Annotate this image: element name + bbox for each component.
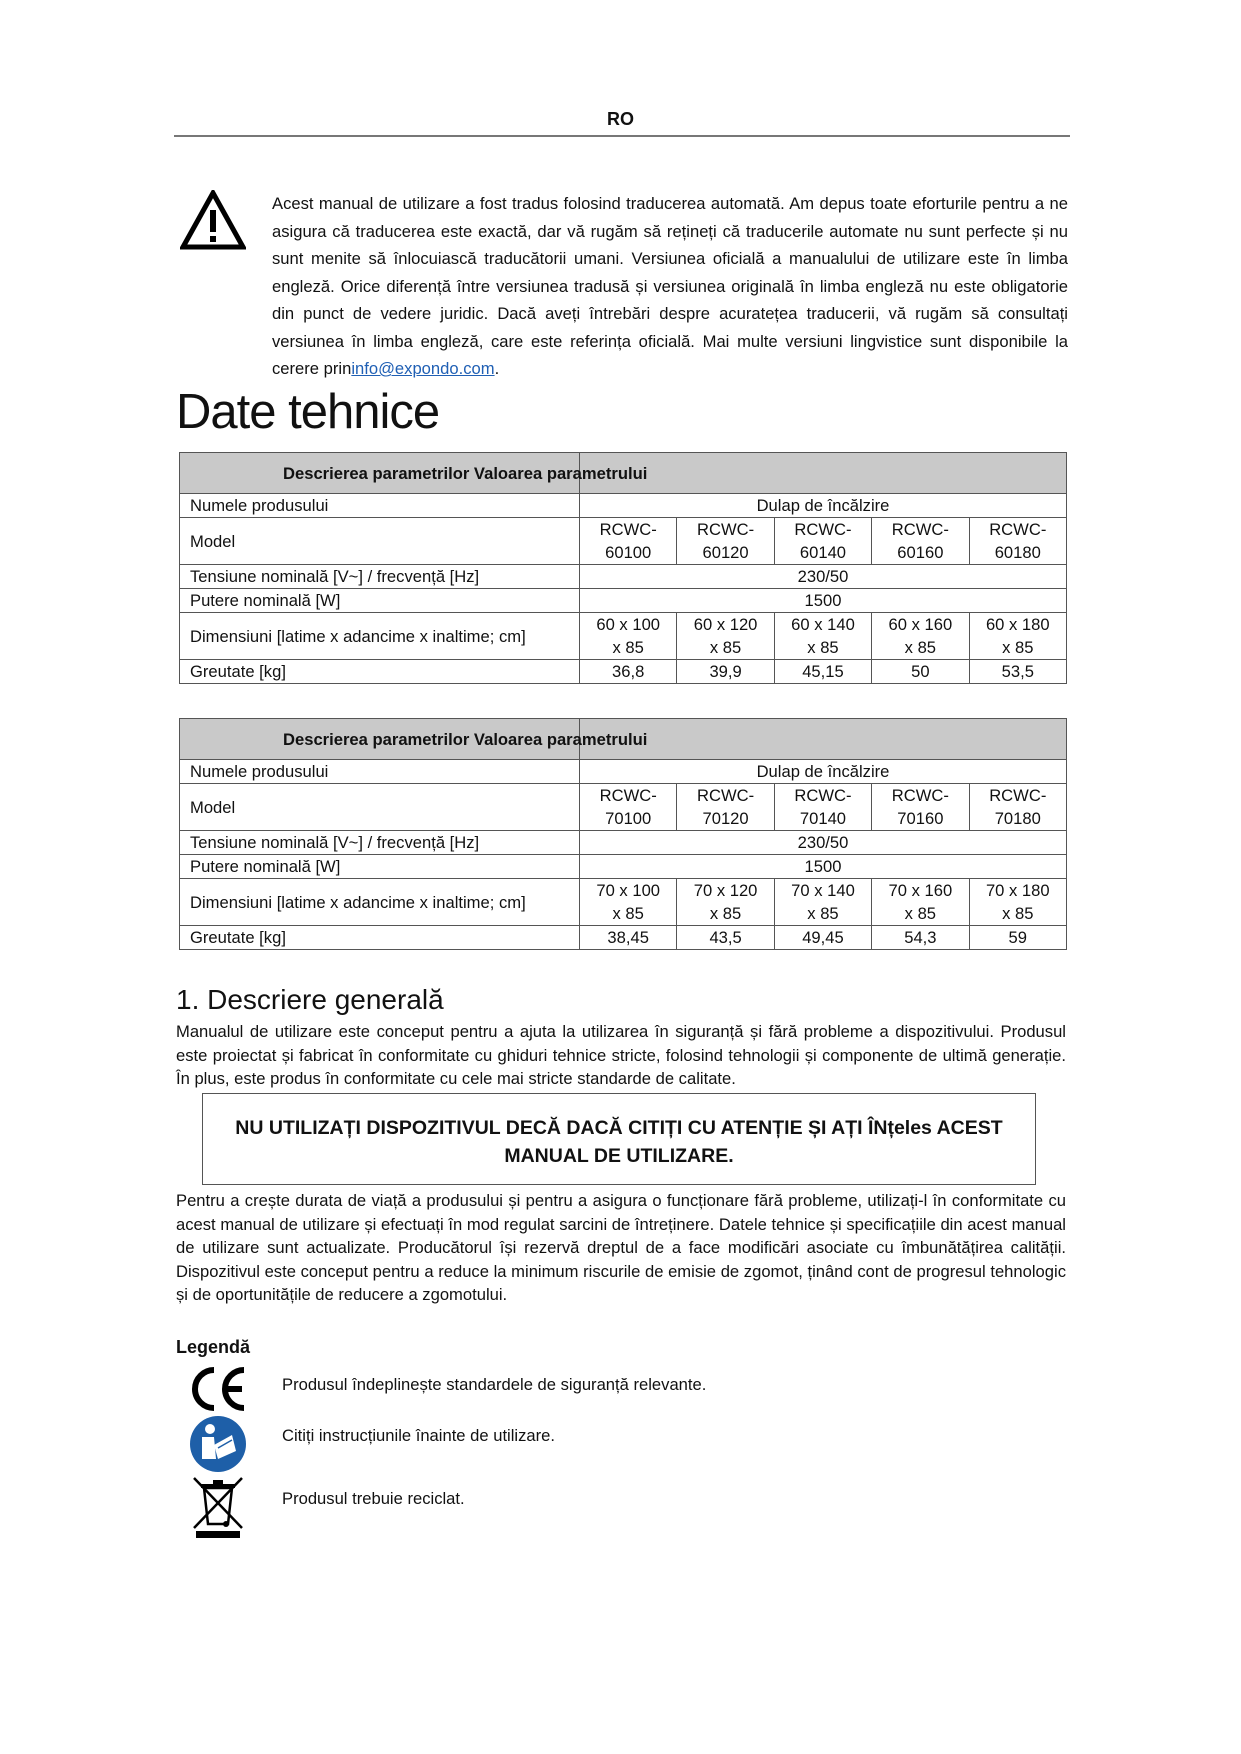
warning-box: NU UTILIZAȚI DISPOZITIVUL DECĂ DACĂ CITIȚI CU ATENȚIE ȘI AȚI ÎNțeles ACEST MANUAL DE UTILIZARE. [202,1093,1036,1185]
value-line: 70 x 140 [791,881,855,900]
page-title: Date tehnice [176,385,440,439]
header-cell [180,453,648,494]
weee-bin-icon [188,1476,248,1538]
param-label: Model [180,784,580,831]
param-label: Numele produsului [180,760,580,784]
value-line: x 85 [612,904,644,923]
table-row [180,760,1067,784]
table-row [180,660,1067,684]
value-cell: 230/50 [580,565,1067,589]
value-cell [580,660,677,684]
table-row [180,926,1067,950]
value-cell [969,660,1066,684]
read-manual-icon [188,1415,248,1473]
value-cell: 230/50 [580,831,1067,855]
param-label: Putere nominală [W] [180,589,580,613]
value-cell [774,879,871,926]
value-line: 60100 [605,543,652,562]
value-cell [677,660,774,684]
value-line: 59 [1008,928,1028,947]
legend-text: Produsul îndeplinește standardele de siguranță relevante. [282,1375,707,1394]
header-divider [174,135,1070,137]
section-heading: 1. Descriere generală [176,984,444,1015]
language-header: RO [607,109,634,129]
value-line: 70 x 160 [888,881,953,900]
param-label: Tensiune nominală [V~] / frecvență [Hz] [180,565,580,589]
value-cell [580,879,677,926]
value-line: RCWC- [989,520,1047,539]
param-label: Dimensiuni [latime x adancime x inaltime; cm] [180,879,580,926]
value-cell [872,518,969,565]
translation-notice [272,190,1068,383]
value-line: x 85 [709,638,742,657]
value-line: RCWC- [697,520,755,539]
value-cell [774,518,871,565]
param-label: Putere nominală [W] [180,855,580,879]
value-cell: 1500 [580,855,1067,879]
value-cell: Dulap de încălzire [580,494,1067,518]
value-line: RCWC- [697,786,755,805]
param-label: Dimensiuni [latime x adancime x inaltime; cm] [180,613,580,660]
value-line: x 85 [904,904,937,923]
value-line: RCWC- [891,786,949,805]
table-header-row [180,453,1067,494]
value-line: RCWC- [599,520,657,539]
value-cell [872,784,969,831]
value-line: x 85 [807,638,839,657]
value-line: 60 x 120 [693,615,758,634]
header-cell [580,453,1067,494]
table-row [180,589,1067,613]
legend-text: Produsul trebuie reciclat. [282,1489,465,1508]
value-line: 49,45 [802,928,844,947]
value-line: 43,5 [709,928,742,947]
value-line: 50 [911,662,930,681]
table-header-row [180,719,1067,760]
table-row [180,855,1067,879]
value-cell [969,784,1066,831]
value-line: 60140 [799,543,847,562]
value-line: 70 x 180 [985,881,1050,900]
notice-text: Acest manual de utilizare a fost tradus folosind traducerea automată. Am depus toate eforturile pentru a ne asigura că traducerea este exactă, dar vă rugăm să rețineți că traducerile automate nu sunt perfecte și nu sunt menite să înlocuiască traducătorii umani. Versiunea oficială a manualului de utilizare este în limba engleză. Orice diferență între versiunea tradusă și versiunea originală în limba engleză nu este obligatorie din punct de vedere juridic. Dacă aveți întrebări despre acuratețea traducerii, vă rugăm să consultați versiunea în limba engleză, care este referința oficială. Mai multe versiuni lingvistice sunt disponibile la cerere prin [272,194,1068,378]
intro-paragraph: Manualul de utilizare este conceput pentru a ajuta la utilizarea în siguranță și fără probleme a dispozitivului. Produsul este proiectat și fabricat în conformitate cu ghiduri tehnice stricte, folosind tehnologii și componente de ultimă generație. În plus, este produs în conformitate cu cele mai stricte standarde de calitate. [176,1022,1066,1088]
header-cell [180,719,648,760]
value-line: 36,8 [612,662,645,681]
value-cell [677,926,774,950]
param-label: Tensiune nominală [V~] / frecvență [Hz] [180,831,580,855]
value-line: x 85 [1002,904,1034,923]
value-line: x 85 [1002,638,1034,657]
value-cell [969,926,1066,950]
value-cell [969,879,1066,926]
value-cell [774,784,871,831]
value-cell [872,613,969,660]
value-cell [872,879,969,926]
value-line: x 85 [807,904,839,923]
value-line: x 85 [904,638,937,657]
value-cell [580,784,677,831]
table-row [180,494,1067,518]
value-cell [969,613,1066,660]
value-cell: Dulap de încălzire [580,760,1067,784]
value-cell [677,518,774,565]
value-cell [872,926,969,950]
value-line: 60180 [994,543,1041,562]
value-line: RCWC- [989,786,1047,805]
value-cell [580,613,677,660]
email-link[interactable]: info@expondo.com [351,359,495,378]
value-line: 70100 [605,809,652,828]
param-label: Model [180,518,580,565]
value-line: 60 x 100 [596,615,661,634]
value-cell [774,613,871,660]
notice-end: . [494,359,500,378]
value-line: 38,45 [607,928,649,947]
value-line: 60160 [897,543,944,562]
header-text: Descrierea parametrilor Valoarea parametrului [283,729,648,749]
value-line: RCWC- [794,520,852,539]
table-row [180,613,1067,660]
value-line: 70120 [702,809,749,828]
value-cell [677,879,774,926]
table-row [180,784,1067,831]
legend-text: Citiți instrucțiunile înainte de utilizare. [282,1426,556,1445]
value-line: 54,3 [904,928,937,947]
value-line: RCWC- [794,786,852,805]
value-line: x 85 [709,904,742,923]
value-cell [969,518,1066,565]
value-line: 60 x 160 [888,615,953,634]
header-cell [580,719,1067,760]
header-text: Descrierea parametrilor Valoarea parametrului [283,463,648,483]
value-line: x 85 [612,638,644,657]
value-cell [774,926,871,950]
warning-triangle-icon [180,190,246,250]
value-cell [677,784,774,831]
value-line: 60 x 140 [791,615,855,634]
value-line: 53,5 [1001,662,1034,681]
value-line: 70180 [994,809,1041,828]
param-label: Greutate [kg] [180,926,580,950]
spec-table [179,718,1067,950]
table-row [180,565,1067,589]
table-row [180,518,1067,565]
spec-table [179,452,1067,684]
value-line: 60 x 180 [985,615,1050,634]
table-row [180,879,1067,926]
value-cell [580,518,677,565]
value-line: 45,15 [802,662,844,681]
param-label: Numele produsului [180,494,580,518]
value-line: 39,9 [709,662,742,681]
table-row [180,831,1067,855]
value-line: 60120 [702,543,749,562]
value-cell [774,660,871,684]
ce-mark-icon [188,1366,248,1412]
value-line: 70140 [799,809,847,828]
value-line: 70160 [897,809,944,828]
value-line: RCWC- [599,786,657,805]
maintenance-paragraph: Pentru a crește durata de viață a produsului și pentru a asigura o funcționare fără probleme, utilizați-l în conformitate cu acest manual de utilizare și efectuați în mod regulat sarcini de întreținere. Datele tehnice și specificațiile din acest manual de utilizare sunt actualizate. Producătorul își rezervă dreptul de a face modificări asociate cu îmbunătățirea calității. Dispozitivul este conceput pentru a reduce la minimum riscurile de emisie de zgomot, ținând cont de progresul tehnologic și de oportunitățile de reducere a zgomotului. [176,1191,1066,1304]
value-line: RCWC- [891,520,949,539]
value-cell: 1500 [580,589,1067,613]
param-label: Greutate [kg] [180,660,580,684]
value-line: 70 x 120 [693,881,758,900]
value-cell [872,660,969,684]
value-cell [677,613,774,660]
legend-title: Legendă [176,1337,251,1357]
value-cell [580,926,677,950]
value-line: 70 x 100 [596,881,661,900]
